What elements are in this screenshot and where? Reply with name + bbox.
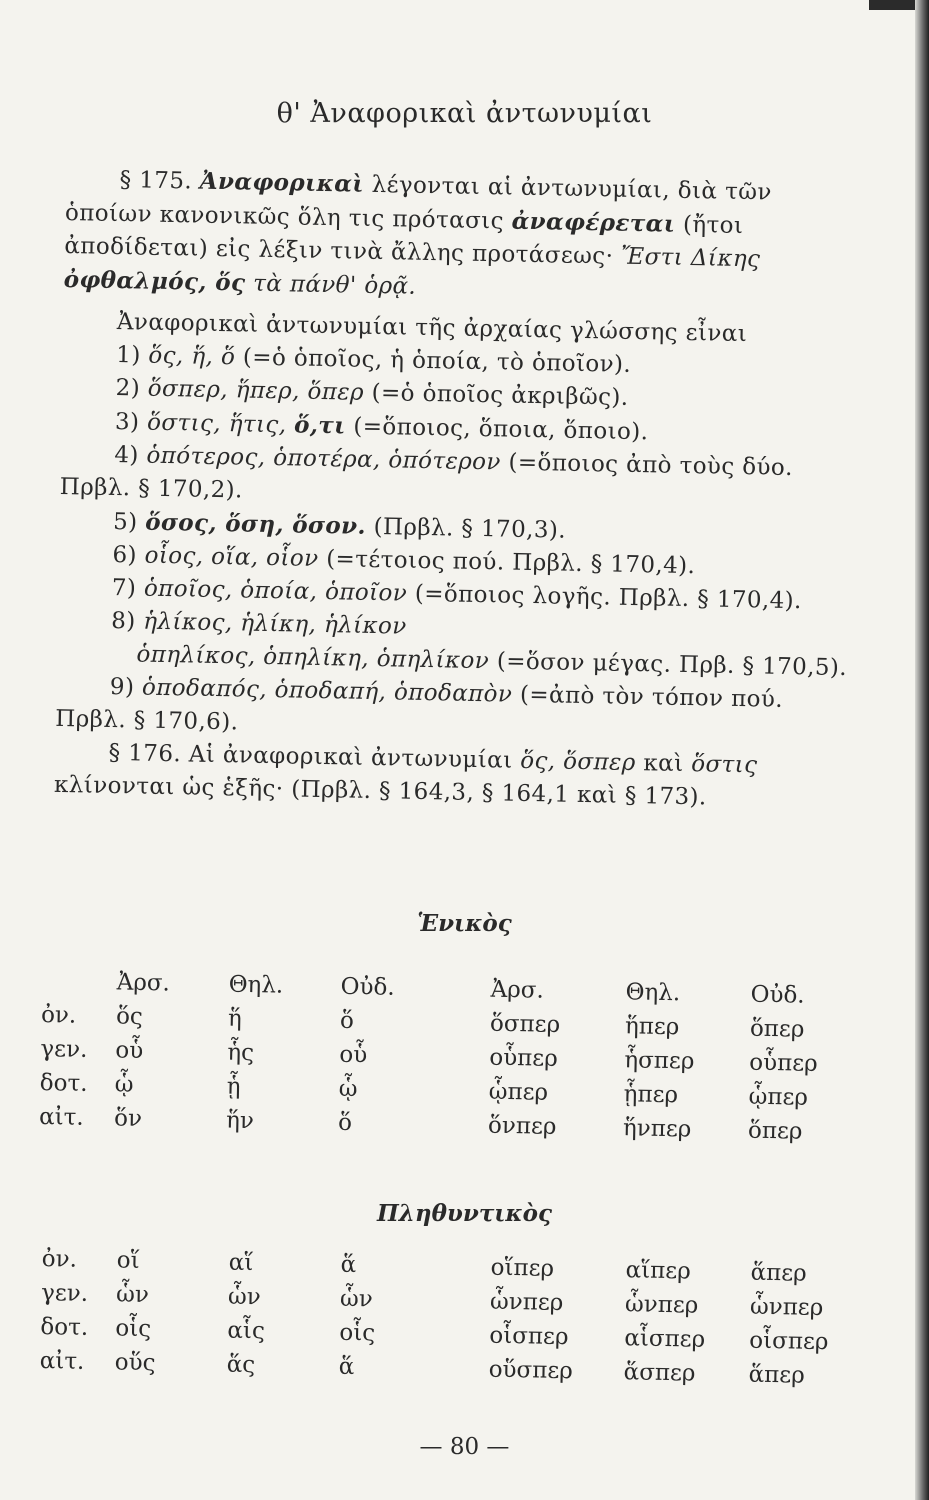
paragraph-176 (54, 736, 855, 817)
item-number: 2) (115, 374, 149, 402)
section-number: § 175. (119, 167, 201, 195)
page-number: — 80 — (419, 1434, 510, 1460)
form-cell: οὕσπερ (488, 1356, 574, 1385)
text: λέγονται αἱ ἀντωνυμίαι, διὰ τῶν ὁποίων κανονικῶς ὅλη τις πρότασις (64, 171, 772, 235)
item-number: 9) (109, 673, 143, 701)
form-cell: ὅπερ (747, 1117, 803, 1145)
text: (ἤτοι ἀποδίδεται) εἰς λέξιν τινὰ ἄλλης προτάσεως· (64, 211, 744, 270)
form-cell: ὧν (115, 1281, 150, 1309)
italic-words: ὅς, ὅσπερ (519, 747, 636, 777)
form-cell: οἷς (339, 1319, 376, 1347)
form-cell: αἷς (227, 1317, 266, 1345)
gender-header: Θηλ. (228, 971, 284, 999)
scan-edge-right (915, 0, 929, 1500)
plural-table (39, 1246, 860, 1398)
form-cell: αἵπερ (625, 1257, 691, 1285)
item-gloss: (Πρβλ. § 170,3). (365, 513, 567, 544)
quote: Ἔστι Δίκης (620, 243, 761, 273)
item-words: ὅστις, ἥτις, (146, 409, 295, 439)
item-words: ὁποῖος, ὁποία, ὁποῖον (143, 575, 408, 607)
gender-header: Θηλ. (625, 979, 681, 1007)
form-cell: οὗ (339, 1041, 368, 1069)
form-cell: ἧσπερ (624, 1047, 695, 1075)
form-cell: ἧς (227, 1039, 255, 1067)
item-words: ὁπότερος, ὁποτέρα, ὁπότερον (146, 442, 502, 476)
item-words: ἡλίκος, ἡλίκη, ἡλίκον (143, 608, 407, 640)
case-label: δοτ. (39, 1069, 88, 1097)
gender-header: Ἀρσ. (490, 976, 545, 1004)
form-cell: οἷσπερ (489, 1322, 569, 1351)
item-words: ὁποδαπός, ὁποδαπή, ὁποδαπὸν (141, 674, 513, 708)
form-cell: ἥ (227, 1005, 243, 1032)
item-words: οἷος, οἵα, οἷον (144, 542, 319, 572)
form-cell: ὧν (227, 1283, 262, 1311)
item-number: 7) (111, 574, 145, 602)
form-cell: ᾧπερ (748, 1083, 809, 1111)
item-number: 5) (112, 508, 146, 536)
item-gloss: (=ὁ ὁποῖος ἀκριβῶς). (363, 379, 629, 411)
item-number: 3) (114, 408, 148, 436)
form-cell: ᾧπερ (488, 1078, 549, 1106)
form-cell: οἵ (116, 1247, 140, 1274)
gender-header: Οὐδ. (340, 973, 395, 1001)
list-item-continuation: Πρβλ. § 170,2). (59, 473, 243, 504)
form-cell: ὅ (339, 1007, 355, 1034)
section-heading: θ' Ἀναφορικαὶ ἀντωνυμίαι (276, 98, 653, 129)
item-gloss: (=ὁ ὁποῖος, ἡ ὁποία, τὸ ὁποῖον). (234, 344, 632, 378)
item-gloss: (=ὅποιος λογῆς. Πρβλ. § 170,4). (406, 580, 803, 615)
form-cell: ἅπερ (748, 1361, 805, 1389)
item-words: ὁπηλίκος, ὁπηλίκη, ὁπηλίκον (136, 641, 490, 675)
form-cell: ἅσπερ (623, 1359, 696, 1387)
item-gloss: (=ὅποιος, ὅποια, ὅποιο). (345, 413, 649, 446)
form-cell: οἷς (115, 1315, 152, 1343)
form-cell: ἅς (226, 1351, 256, 1379)
form-cell: ᾗ (226, 1073, 241, 1100)
singular-title: Ἑνικὸς (417, 910, 512, 937)
form-cell: ὅνπερ (487, 1112, 557, 1140)
form-cell: ᾧ (114, 1071, 134, 1098)
case-label: αἰτ. (38, 1103, 84, 1131)
form-cell: αἷσπερ (624, 1325, 706, 1353)
form-cell: οὗπερ (749, 1049, 818, 1077)
form-cell: ὅ (337, 1109, 353, 1136)
case-label: ὀν. (41, 1246, 78, 1273)
form-cell: ὧν (339, 1285, 374, 1313)
form-cell: ἅ (340, 1251, 357, 1279)
bold-term: Ἀναφορικαὶ (199, 167, 365, 198)
item-words: ὅσπερ, ἥπερ, ὅπερ (147, 375, 365, 406)
form-cell: ἅπερ (750, 1259, 807, 1287)
gender-header (41, 968, 117, 1003)
case-label: γεν. (40, 1035, 88, 1063)
form-cell: οἷσπερ (749, 1327, 829, 1356)
form-cell: οἵπερ (490, 1254, 555, 1282)
form-cell: ὅς (115, 1003, 144, 1030)
list-item-continuation: Πρβλ. § 170,6). (55, 705, 239, 736)
form-cell: ᾧ (338, 1075, 358, 1103)
form-cell: ὧνπερ (489, 1288, 564, 1317)
case-label: γεν. (40, 1279, 89, 1307)
bold-term: ἀναφέρεται (511, 207, 676, 238)
pronoun-list (55, 338, 862, 751)
text: καὶ (635, 750, 692, 778)
text: § 176. Αἱ ἀναφορικαὶ ἀντωνυμίαι (108, 739, 521, 774)
case-label: δοτ. (40, 1313, 89, 1341)
item-number: 4) (114, 441, 147, 469)
item-gloss: (=ὅποιος ἀπὸ τοὺς δύο. (500, 449, 794, 482)
form-cell: ὅν (113, 1105, 143, 1132)
form-cell: ὧνπερ (624, 1291, 699, 1319)
form-cell: οὗ (115, 1037, 144, 1064)
item-gloss: (=ὅσον μέγας. Πρβ. § 170,5). (488, 648, 848, 682)
form-cell: οὗπερ (489, 1044, 558, 1072)
form-cell: ἥπερ (624, 1013, 680, 1041)
quote: τὰ πάνθ' ὁρᾷ. (245, 270, 417, 300)
form-cell: ἅ (338, 1353, 355, 1381)
gender-header: Ἀρσ. (116, 969, 171, 997)
bold-term: ὀφθαλμός, ὅς (63, 265, 246, 297)
item-gloss: (=τέτοιος πού. Πρβλ. § 170,4). (318, 545, 696, 580)
form-cell: οὕς (114, 1349, 156, 1377)
text: κλίνονται ὡς ἑξῆς· (Πρβλ. § 164,3, § 164,1 καὶ § 173). (53, 771, 707, 811)
item-number: 8) (110, 607, 144, 635)
form-cell: ὅσπερ (489, 1010, 561, 1038)
form-cell: ὅπερ (749, 1015, 805, 1043)
form-cell: ἥνπερ (622, 1115, 692, 1143)
paragraph-175 (63, 162, 865, 312)
body-text (54, 162, 866, 817)
italic-words: ὅστις (690, 751, 758, 779)
item-words-bold: ὅσος, ὅση, ὅσον. (144, 508, 367, 540)
case-label: ὀν. (40, 1001, 77, 1029)
intro-line: Ἀναφορικαὶ ἀντωνυμίαι τῆς ἀρχαίας γλώσσης εἶναι (116, 309, 748, 348)
item-words: ὅς, ἥ, ὅ (148, 342, 236, 371)
plural-title: Πληθυντικὸς (376, 1200, 553, 1227)
item-gloss: (=ἀπὸ τὸν τόπον πού. (512, 681, 784, 713)
case-label: αἰτ. (39, 1347, 85, 1375)
item-number: 1) (116, 342, 149, 369)
form-cell: ᾗπερ (623, 1081, 679, 1109)
gender-header: Οὐδ. (750, 981, 805, 1009)
singular-table (39, 968, 861, 1154)
form-cell: αἵ (228, 1249, 254, 1277)
item-words-bold: ὅ,τι (293, 411, 346, 440)
item-number: 6) (112, 541, 145, 569)
form-cell: ἥν (225, 1107, 255, 1135)
form-cell: ὧνπερ (749, 1293, 824, 1322)
